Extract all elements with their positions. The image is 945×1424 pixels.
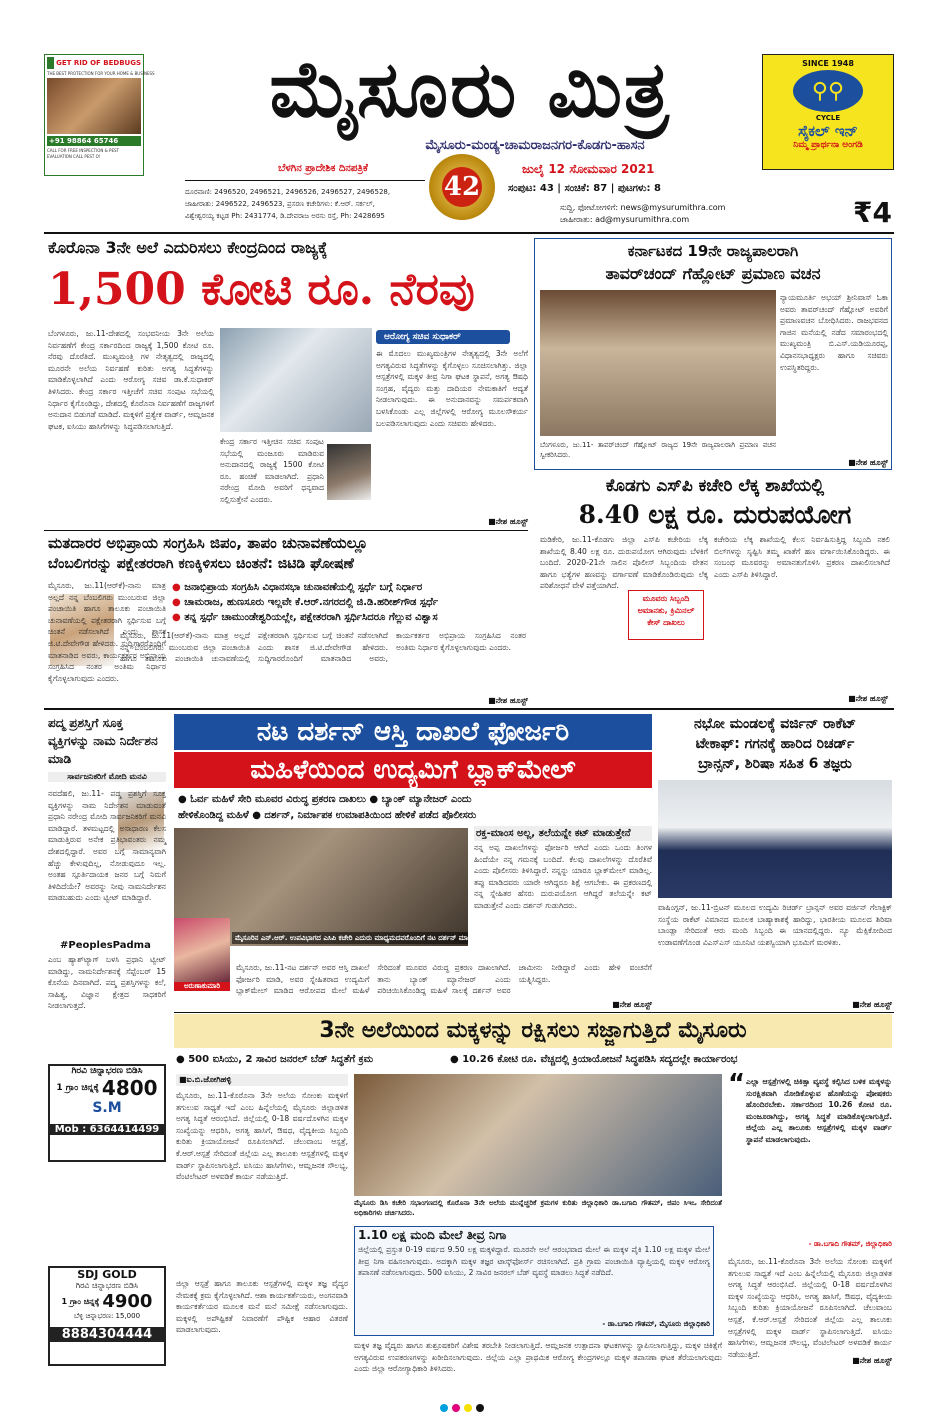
cycle-ad-brand: ಸೈಕಲ್ ಇನ್ [798,122,858,140]
politics-bullet-3: ● ತನ್ನ ಸ್ಪರ್ಧೆ ಚಾಮುಂಡೇಶ್ವರಿಯಲ್ಲೇ, ಪಕ್ಷೇತರರಾಗಿ ಸ್ಪರ್ಧಿಸಿದರೂ ಗೆಲ್ಲುವ ವಿಶ್ವಾಸ [172,612,438,623]
darshan-bullet-2: ಹೇಳಿಕೊಂಡಿದ್ದ ಮಹಿಳೆ ● ದರ್ಶನ್, ನಿರ್ಮಾಪಕ ಉಮಾಪತಿಯಿಂದ ಹೇಳಿಕೆ ಪಡೆದ ಪೊಲೀಸರು [178,810,477,821]
inset-label: ಅರುಣಾಕುಮಾರಿ [174,982,230,991]
space-headline-3[interactable]: ಬ್ರಾನ್ಸನ್, ಶಿರಿಷಾ ಸಹಿತ 6 ತಜ್ಞರು [698,756,852,772]
darshan-photo-caption: ಮೈಸೂರಿನ ಎನ್.ಆರ್. ಉಪವಿಭಾಗದ ಎಸಿಪಿ ಕಚೇರಿ ಎದುರು ಮಾಧ್ಯಮದವರೊಂದಿಗೆ ನಟ ದರ್ಶನ್ ಮಾತನಾಡಿದರು. [232,932,468,944]
reg-cyan-icon [440,1404,448,1412]
space-headline-2[interactable]: ಟೇಕಾಫ್: ಗಗನಕ್ಕೆ ಹಾರಿದ ರಿಚರ್ಡ್ [695,736,855,752]
bicycle-icon: ⚲⚲ [811,78,845,104]
third-wave-box-body: ಜಿಲ್ಲೆಯಲ್ಲಿ ಪ್ರಸ್ತುತ 0-19 ವರ್ಷದ 9.50 ಲಕ್ಷ ಮಕ್ಕಳಿದ್ದಾರೆ. ಮೂರನೇ ಅಲೆ ಆರಂಭವಾದ ಮೇಲೆ ಈ ಮಕ್ಕಳ ಪೈಕಿ 1.10 ಲಕ್ಷ ಮಕ್ಕಳ ಮೇಲೆ ತೀವ್ರ ನಿಗಾ ವಹಿಸಲಾಗುವುದು. ಅದಕ್ಕಾಗಿ ಮಕ್ಕಳ ತಜ್ಞರ ಟಾಸ್ಕ್‌ಫೋರ್ಸ್ ರಚಿಸಲಾಗಿದೆ. ಪ್ರತಿ ಗ್ರಾಮ ಪಂಚಾಯಿತಿ ವ್ಯಾಪ್ತಿಯಲ್ಲಿ ಮಕ್ಕಳ ಆರೋಗ್ಯ ತಪಾಸಣೆ ನಡೆಸಲಾಗುವುದು. 500 ಐಸಿಯು, 2 ಸಾವಿರ ಜನರಲ್ ಬೆಡ್ ವ್ಯವಸ್ಥೆ ಮಾಡಲು ಸಿದ್ಧತೆ ನಡೆದಿದೆ. [358,1245,710,1278]
third-wave-body-2: ಜಿಲ್ಲಾ ಆಸ್ಪತ್ರೆ ಹಾಗೂ ತಾಲೂಕು ಆಸ್ಪತ್ರೆಗಳಲ್ಲಿ ಮಕ್ಕಳ ತಜ್ಞ ವೈದ್ಯರ ನೇಮಕಕ್ಕೆ ಕ್ರಮ ಕೈಗೊಳ್ಳಲಾಗಿದೆ. ಆಶಾ ಕಾರ್ಯಕರ್ತೆಯರು, ಅಂಗನವಾಡಿ ಕಾರ್ಯಕರ್ತೆಯರ ಮೂಲಕ ಮನೆ ಮನೆ ಸಮೀಕ್ಷೆ ನಡೆಸಲಾಗುವುದು. ಮಕ್ಕಳಲ್ಲಿ ಅಪೌಷ್ಟಿಕತೆ ನಿವಾರಣೆಗೆ ಪೌಷ್ಟಿಕ ಆಹಾರ ವಿತರಣೆ ಮಾಡಲಾಗುವುದು. [176,1279,348,1335]
page-count: ಪುಟಗಳು: 8 [617,183,661,194]
kodagu-author: ■ನೇಶ ಹೂಸ್ಟ್ [848,694,888,703]
third-wave-bullet-2: ● 10.26 ಕೋಟಿ ರೂ. ವೆಚ್ಚದಲ್ಲಿ ಕ್ರಿಯಾಯೋಜನೆ ಸಿದ್ಧಪಡಿಸಿ ಸದ್ಯದಲ್ಲೇ ಕಾರ್ಯಾರಂಭ [450,1054,738,1065]
gold-ad-1-price-row [50,1076,164,1100]
gold-ad-2[interactable] [48,1266,166,1366]
kodagu-box-text: ಮೂವರು ಸಿಬ್ಬಂದಿ ಅಮಾನತು, ಕ್ರಿಮಿನಲ್ ಕೇಸ್ ದಾಖಲು [637,594,695,627]
kodagu-kicker[interactable]: ಕೊಡಗು ಎಸ್‌ಪಿ ಕಚೇರಿ ಲೆಕ್ಕ ಶಾಖೆಯಲ್ಲಿ [605,476,825,496]
politics-bullet-1: ● ಜನಾಭಿಪ್ರಾಯ ಸಂಗ್ರಹಿಸಿ ವಿಧಾನಸಭಾ ಚುನಾವಣೆಯಲ್ಲಿ ಸ್ಪರ್ಧೆ ಬಗ್ಗೆ ನಿರ್ಧಾರ [172,582,423,593]
third-wave-quote: ಎಲ್ಲಾ ಆಸ್ಪತ್ರೆಗಳಲ್ಲಿ ಚಿಕಿತ್ಸಾ ವ್ಯವಸ್ಥೆ ಕಲ್ಪಿಸಿದ ಬಳಿಕ ಮಕ್ಕಳನ್ನು ಸುರಕ್ಷಿತವಾಗಿ ನೋಡಿಕೊಳ್ಳುವ ಹೊಣೆಯನ್ನು ಪೋಷಕರು ಹೊಂದಿರಬೇಕು. ಸರ್ಕಾರದಿಂದ 10.26 ಕೋಟಿ ರೂ. ಮಂಜೂರಾಗಿದ್ದು, ಅಗತ್ಯ ಸಿದ್ಧತೆ ಮಾಡಿಕೊಳ್ಳಲಾಗುತ್ತಿದೆ. ಜಿಲ್ಲೆಯ ಎಲ್ಲ ತಾಲೂಕು ಆಸ್ಪತ್ರೆಗಳಲ್ಲಿ ಮಕ್ಕಳ ವಾರ್ಡ್ ಸ್ಥಾಪನೆ ಮಾಡಲಾಗುವುದು. [746,1077,892,1144]
hospital-ward-photo [220,328,372,432]
phone-line-1: ದೂರವಾಣಿ: 2496520, 2496521, 2496526, 2496527, 2496528, [185,188,391,196]
masthead-title: ಮೈಸೂರು ಮಿತ್ರ [269,44,671,135]
darshan-author: ■ನೇಶ ಹೂಸ್ಟ್ [612,1000,652,1009]
governor-kicker[interactable]: ಕರ್ನಾಟಕದ 19ನೇ ರಾಜ್ಯಪಾಲರಾಗಿ [627,242,799,260]
gold-ad-2-brand: SDJ GOLD [77,1268,137,1281]
ad-logo [47,57,54,69]
registration-marks [440,1404,504,1414]
darshan-headline-1[interactable]: ನಟ ದರ್ಶನ್ ಆಸ್ತಿ ದಾಖಲೆ ಫೋರ್ಜರಿ [256,717,570,747]
gold-ad-2-phone: 8884304444 [50,1327,164,1342]
politics-rule [44,530,528,531]
ad-footer: CALL FOR FREE INSPECTION & PEST EVALUATION CALL PEST O! [47,148,119,159]
ad-phone: +91 98864 65746 [47,136,141,146]
gold-ad-1-price: 4800 [101,1076,158,1100]
darshan-quote-body: ನನ್ನ ಅಪ್ಪ ದಾಖಲೆಗಳನ್ನು ಫೋರ್ಜರಿ ಆಗಿದೆ ಎಂದು ಒಂದು ತಿಂಗಳ ಹಿಂದೆಯೇ ನನ್ನ ಗಮನಕ್ಕೆ ಬಂದಿದೆ. ಕೆಲವು ದಾಖಲೆಗಳನ್ನು ದೊರೆತಿವೆ ಎಂದು ಪೊಲೀಸರು ತಿಳಿಸಿದ್ದಾರೆ. ನನ್ನನ್ನು ಯಾರೂ ಬ್ಲಾಕ್‌ಮೇಲ್ ಮಾಡಿಲ್ಲ. ತಪ್ಪು ಮಾಡಿದವರು ಯಾರೇ ಆಗಿದ್ದರೂ ಶಿಕ್ಷೆ ಆಗಬೇಕು. ಈ ಪ್ರಕರಣದಲ್ಲಿ ನನ್ನ ಸ್ನೇಹಿತರ ಹೆಸರು ದುರುಪಯೋಗ ಆಗಿದ್ದರೆ ತಲೆಯನ್ನೇ ಕಟ್ ಮಾಡುತ್ತೇನೆ ಎಂದು ದರ್ಶನ್ ಗುಡುಗಿದರು. [474,843,652,910]
masthead-rule [185,180,425,181]
lead-author: ■ನೇಶ ಹೂಸ್ಟ್ [488,517,528,526]
governor-body: ನ್ಯಾಯಮೂರ್ತಿ ಅಭಯ್ ಶ್ರೀನಿವಾಸ್ ಓಕಾ ಅವರು ತಾವರ್‌ಚಂದ್ ಗೆಹ್ಲೋಟ್ ಅವರಿಗೆ ಪ್ರಮಾಣವಚನ ಬೋಧಿಸಿದರು. ರಾಜಭವನದ ಗಾಜಿನ ಮನೆಯಲ್ಲಿ ನಡೆದ ಸಮಾರಂಭದಲ್ಲಿ ಮುಖ್ಯಮಂತ್ರಿ ಬಿ.ಎಸ್.ಯಡಿಯೂರಪ್ಪ, ವಿಧಾನಸಭಾಧ್ಯಕ್ಷರು ಹಾಗೂ ಸಚಿವರು ಉಪಸ್ಥಿತರಿದ್ದರು. [780,293,888,372]
cycle-ad[interactable] [762,54,894,170]
darshan-quote-head: ರಕ್ತ-ಮಾಂಸ ಅಲ್ಲ, ತಲೆಯನ್ನೇ ಕಟ್ ಮಾಡುತ್ತೇನೆ [474,826,652,841]
gold-ad-1-price-label: 1 ಗ್ರಾಂ ಚಿನ್ನಕ್ಕೆ [56,1083,99,1093]
gold-ad-2-price: 4900 [102,1291,153,1312]
reg-yellow-icon [464,1404,472,1412]
gold-ad-2-price-row [50,1291,164,1312]
lead-headline[interactable]: 1,500 ಕೋಟಿ ರೂ. ನೆರವು [48,264,475,315]
third-wave-box-head: 1.10 ಲಕ್ಷ ಮಂದಿ ಮೇಲೆ ತೀವ್ರ ನಿಗಾ [358,1228,507,1242]
space-headline-1[interactable]: ನಭೋ ಮಂಡಲಕ್ಕೆ ವರ್ಜಿನ್ ರಾಕೆಟ್ [693,716,857,732]
lead-box-label: ಆರೋಗ್ಯ ಸಚಿವ ಸುಧಾಕರ್ [376,330,510,344]
masthead-subtitle: ಮೈಸೂರು-ಮಂಡ್ಯ-ಚಾಮರಾಜನಗರ-ಕೊಡಗು-ಹಾಸನ [425,138,645,153]
politics-headline-1[interactable]: ಮತದಾರರ ಅಭಿಪ್ರಾಯ ಸಂಗ್ರಹಿಸಿ ಜಿಪಂ, ತಾಪಂ ಚುನಾವಣೆಯಲ್ಲೂ [48,534,368,552]
masthead-bottom-rule [44,232,894,234]
padma-body-2: ಎಂಬ ಹ್ಯಾಶ್‌ಟ್ಯಾಗ್ ಬಳಸಿ ಪ್ರಧಾನಿ ಟ್ವೀಟ್ ಮಾಡಿದ್ದು, ನಾಮನಿರ್ದೇಶನಕ್ಕೆ ಸೆಪ್ಟೆಂಬರ್ 15 ಕೊನೆಯ ದಿನವಾಗಿದೆ. ಪದ್ಮ ಪ್ರಶಸ್ತಿಗಳನ್ನು ಕಲೆ, ಸಾಹಿತ್ಯ, ವಿಜ್ಞಾನ ಕ್ಷೇತ್ರದ ಸಾಧಕರಿಗೆ ನೀಡಲಾಗುತ್ತದೆ. [48,955,166,1011]
kodagu-body-2: ಕಚೇರಿಯ ಲೆಕ್ಕ ಶಾಖೆಯಲ್ಲಿ ಕೆಲಸ ನಿರ್ವಹಿಸುತ್ತಿದ್ದ ಸಿಬ್ಬಂದಿ ನಕಲಿ ಬಿಲ್‌ಗಳನ್ನು ಸೃಷ್ಟಿಸಿ ತಮ್ಮ ಖಾತೆಗೆ ಹಣ ವರ್ಗಾಯಿಸಿಕೊಂಡಿದ್ದರು. ಈ ಸಂಬಂಧ ಮೂವರನ್ನು ಅಮಾನತುಗೊಳಿಸಿ ಪ್ರಕರಣ ದಾಖಲಿಸಲಾಗಿದೆ ಎಂದು ಎಸ್‌ಪಿ ತಿಳಿಸಿದ್ದಾರೆ. [714,535,890,579]
volume: ಸಂಪುಟ: 43 [508,183,554,194]
padma-headline[interactable]: ಪದ್ಮ ಪ್ರಶಸ್ತಿಗೆ ಸೂಕ್ತ ವ್ಯಕ್ತಿಗಳನ್ನು ನಾಮ ನಿರ್ದೇಶನ ಮಾಡಿ [48,716,158,766]
gold-ad-2-price-label: 1 ಗ್ರಾಂ ಚಿನ್ನಕ್ಕೆ [61,1296,100,1306]
phone-line-2: ಜಾಹೀರಾತು: 2496522, 2496523, ಪ್ರಸರಣ ಕಚೇರಿಗಳು: ಕೆ.ಆರ್. ಸರ್ಕಲ್, [185,200,375,208]
governor-caption: ಬೆಂಗಳೂರು, ಜು.11- ತಾವರ್‌ಚಂದ್ ಗೆಹ್ಲೋಟ್ ರಾಜ್ಯದ 19ನೇ ರಾಜ್ಯಪಾಲರಾಗಿ ಪ್ರಮಾಣ ವಚನ ಸ್ವೀಕರಿಸಿದರು. [540,441,776,459]
dc-meeting-photo [354,1074,722,1196]
kodagu-headline[interactable]: 8.40 ಲಕ್ಷ ರೂ. ದುರುಪಯೋಗ [578,500,852,529]
cycle-ad-tagline: ನಿಮ್ಮ ಪ್ರಾರ್ಥನಾ ಅಂಗಡಿ [793,140,863,150]
space-author: ■ನೇಶ ಹೂಸ್ಟ್ [852,1000,892,1009]
lead-body-1: ಬೆಂಗಳೂರು, ಜು.11-ದೇಶದಲ್ಲಿ ಸಂಭವನೀಯ 3ನೇ ಅಲೆಯ ನಿರ್ವಹಣೆಗೆ ಕೇಂದ್ರ ಸರ್ಕಾರದಿಂದ ರಾಜ್ಯಕ್ಕೆ 1,500 ಕೋಟಿ ರೂ. ನೆರವು ದೊರೆತಿದೆ. ಮುಖ್ಯಮಂತ್ರಿ ಗಳ ನೇತೃತ್ವದಲ್ಲಿ ರಾಜ್ಯದಲ್ಲಿ ಮೂರನೇ ಅಲೆಯ ನಿರ್ವಹಣೆ ಕುರಿತು ಅಗತ್ಯ ಸಿದ್ಧತೆಗಳನ್ನು ಮಾಡಿಕೊಳ್ಳಲಾಗಿದೆ ಎಂದು ಆರೋಗ್ಯ ಸಚಿವ ಡಾ.ಕೆ.ಸುಧಾಕರ್ ತಿಳಿಸಿದರು. ಕೇಂದ್ರ ಸರ್ಕಾರ ಇತ್ತೀಚೆಗೆ ಸಚಿವ ಸಂಪುಟ ಸಭೆಯಲ್ಲಿ ನಿರ್ಧಾರ ಕೈಗೊಂಡಿದ್ದು, ದೇಶದಲ್ಲಿ ಕೊರೊನಾ ನಿರ್ವಹಣೆಗೆ ರಾಜ್ಯಗಳಿಗೆ ಅನುದಾನ ಬಿಡುಗಡೆ ಮಾಡಿದೆ. ಮಕ್ಕಳಿಗೆ ಪ್ರತ್ಯೇಕ ವಾರ್ಡ್, ಆಮ್ಲಜನಕ ಘಟಕ, ಐಸಿಯು ಹಾಸಿಗೆಗಳನ್ನು ಸಿದ್ಧಪಡಿಸಲಾಗುತ್ತಿದೆ. [48,329,214,431]
sudhakar-photo [327,444,371,500]
section-rule-2 [174,1012,894,1013]
virgin-crew-photo [658,780,892,898]
third-wave-headline[interactable]: 3ನೇ ಅಲೆಯಿಂದ ಮಕ್ಕಳನ್ನು ರಕ್ಷಿಸಲು ಸಜ್ಜಾಗುತ್ತಿದೆ ಮೈಸೂರು [319,1018,747,1043]
issue-meta: ಸಂಪುಟ: 43 | ಸಂಚಿಕೆ: 87 | ಪುಟಗಳು: 8 [508,183,661,194]
gold-ad-2-note: ಬೆಳ್ಳಿ ಚಿನ್ನಾಭರಣ: 15,000 [73,1312,141,1320]
price: ₹4 [853,196,892,229]
padma-hashtag[interactable]: #PeoplesPadma [60,940,151,951]
tagline: ಬೆಳಗಿನ ಪ್ರಾದೇಶಿಕ ದಿನಪತ್ರಿಕೆ [278,163,368,174]
governor-headline[interactable]: ತಾವರ್‌ಚಂದ್ ಗೆಹ್ಲೋಟ್ ಪ್ರಮಾಣ ವಚನ [605,264,821,283]
space-body: ವಾಷಿಂಗ್ಟನ್, ಜು.11-ಬ್ರಿಟನ್ ಮೂಲದ ಉದ್ಯಮಿ ರಿಚರ್ಡ್ ಬ್ರಾನ್ಸನ್ ಅವರ ವರ್ಜಿನ್ ಗೆಲಾಕ್ಟಿಕ್ ಸಂಸ್ಥೆಯ ರಾಕೆಟ್ ವಿಮಾನದ ಮೂಲಕ ಬಾಹ್ಯಾಕಾಶಕ್ಕೆ ಹಾರಿದ್ದು, ಭಾರತೀಯ ಮೂಲದ ಶಿರಿಷಾ ಬಾಂಡ್ಲಾ ಸೇರಿದಂತೆ ಆರು ಮಂದಿ ಸಿಬ್ಬಂದಿ ಈ ಯಾನದಲ್ಲಿದ್ದರು. ನ್ಯೂ ಮೆಕ್ಸಿಕೋದಿಂದ ಉಡಾವಣೆಗೊಂಡ ವಿಎಸ್‌ಎಸ್ ಯೂನಿಟಿ ಯಶಸ್ವಿಯಾಗಿ ಭೂಮಿಗೆ ಮರಳಿತು. [658,903,892,947]
third-wave-bullet-1: ● 500 ಐಸಿಯು, 2 ಸಾವಿರ ಜನರಲ್ ಬೆಡ್ ಸಿದ್ಧತೆಗೆ ಕ್ರಮ [176,1054,374,1065]
padma-sub: ಸಾರ್ವಜನಿಕರಿಗೆ ಮೋದಿ ಮನವಿ [48,772,166,782]
kodagu-body-1: ಮಡಿಕೇರಿ, ಜು.11-ಕೊಡಗು ಜಿಲ್ಲಾ ಎಸ್‌ಪಿ ಕಚೇರಿಯ ಲೆಕ್ಕ ಶಾಖೆಯಲ್ಲಿ 8.40 ಲಕ್ಷ ರೂ. ದುರುಪಯೋಗ ಆಗಿರುವುದು ಬೆಳಕಿಗೆ ಬಂದಿದೆ. 2020-21ನೇ ಸಾಲಿನ ಪೊಲೀಸ್ ಸಿಬ್ಬಂದಿಯ ವೇತನ ಹಾಗೂ ಭತ್ಯೆಗಳ ಹಣವನ್ನು ವರ್ಗಾವಣೆ ಮಾಡಿಕೊಂಡಿರುವುದು ಲೆಕ್ಕ ಪರಿಶೋಧನೆ ವೇಳೆ ಪತ್ತೆಯಾಗಿದೆ. [540,535,708,591]
lead-body-2: ಕೇಂದ್ರ ಸರ್ಕಾರ ಇತ್ತೀಚಿನ ಸಚಿವ ಸಂಪುಟ ಸಭೆಯಲ್ಲಿ ಮಂಜೂರು ಮಾಡಿರುವ ಅನುದಾನದಲ್ಲಿ ರಾಜ್ಯಕ್ಕೆ 1500 ಕೋಟಿ ರೂ. ಹಂಚಿಕೆ ಮಾಡಲಾಗಿದೆ. ಪ್ರಧಾನಿ ನರೇಂದ್ರ ಮೋದಿ ಅವರಿಗೆ ಧನ್ಯವಾದ ಸಲ್ಲಿಸುತ್ತೇನೆ ಎಂದರು. [220,437,324,504]
phone-line-3: ವಿಶ್ವೇಶ್ವರಯ್ಯ ಕಟ್ಟಡ Ph: 2431774, ಡಿ.ದೇವರಾಜ ಅರಸು ರಸ್ತೆ, Ph: 2428695 [185,212,385,220]
third-wave-box-author: - ಡಾ.ಬಗಾದಿ ಗೌತಮ್, ಮೈಸೂರು ಜಿಲ್ಲಾಧಿಕಾರಿ [602,1320,710,1328]
cycle-ad-logo [793,70,863,112]
politics-bullets [172,580,528,625]
third-wave-photo-caption: ಮೈಸೂರು ಡಿಸಿ ಕಚೇರಿ ಸಭಾಂಗಣದಲ್ಲಿ ಕೊರೊನಾ 3ನೇ ಅಲೆಯ ಮುನ್ನೆಚ್ಚರಿಕೆ ಕ್ರಮಗಳ ಕುರಿತು ಜಿಲ್ಲಾಧಿಕಾರಿ ಡಾ.ಬಗಾದಿ ಗೌತಮ್, ಜಿಪಂ ಸಿಇಒ ಸೇರಿದಂತೆ ಅಧಿಕಾರಿಗಳು ಚರ್ಚಿಸಿದರು. [354,1199,722,1217]
gold-ad-1-mobile: Mob : 6364414499 [50,1124,164,1135]
gold-ad-1[interactable] [48,1064,166,1162]
governor-author: ■ನೇಶ ಹೂಸ್ಟ್ [848,458,888,467]
cycle-ad-label: CYCLE [815,114,841,122]
darshan-bullet-1: ● ಓರ್ವ ಮಹಿಳೆ ಸೇರಿ ಮೂವರ ವಿರುದ್ಧ ಪ್ರಕರಣ ದಾಖಲು ● ಬ್ಯಾಂಕ್ ಮ್ಯಾನೇಜರ್ ಎಂದು [178,794,472,805]
gold-ad-1-brand: S.M [92,1100,122,1116]
ad-headline: GET RID OF BEDBUGS [56,59,141,67]
anniversary-number: 42 [442,167,482,207]
reg-black-icon [476,1404,484,1412]
news-email[interactable]: ಸುದ್ದಿ, ಫೋಟೋಗಳಿಗೆ: news@mysurumithra.com [560,203,726,212]
third-wave-body: ಮೈಸೂರು, ಜು.11-ಕೊರೊನಾ 3ನೇ ಅಲೆಯ ಸೋಂಕು ಮಕ್ಕಳಿಗೆ ತಗುಲುವ ಸಾಧ್ಯತೆ ಇದೆ ಎಂಬ ಹಿನ್ನೆಲೆಯಲ್ಲಿ ಮೈಸೂರು ಜಿಲ್ಲಾಡಳಿತ ಅಗತ್ಯ ಸಿದ್ಧತೆ ಆರಂಭಿಸಿದೆ. ಜಿಲ್ಲೆಯಲ್ಲಿ 0-18 ವರ್ಷದೊಳಗಿನ ಮಕ್ಕಳ ಸಂಖ್ಯೆಯನ್ನು ಆಧರಿಸಿ, ಅಗತ್ಯ ಹಾಸಿಗೆ, ಔಷಧ, ವೈದ್ಯಕೀಯ ಸಿಬ್ಬಂದಿ ಕುರಿತು ಕ್ರಿಯಾಯೋಜನೆ ರೂಪಿಸಲಾಗಿದೆ. ಚೆಲುವಾಂಬ ಆಸ್ಪತ್ರೆ, ಕೆ.ಆರ್.ಆಸ್ಪತ್ರೆ ಸೇರಿದಂತೆ ಜಿಲ್ಲೆಯ ಎಲ್ಲ ತಾಲೂಕು ಆಸ್ಪತ್ರೆಗಳಲ್ಲಿ ಮಕ್ಕಳ ವಾರ್ಡ್ ಸ್ಥಾಪಿಸಲಾಗುತ್ತಿದೆ. ಐಸಿಯು ಹಾಸಿಗೆಗಳು, ಆಮ್ಲಜನಕ ಸೌಲಭ್ಯ, ವೆಂಟಿಲೇಟರ್ ಅಳವಡಿಕೆ ಕಾರ್ಯ ನಡೆಯುತ್ತಿದೆ. [176,1091,348,1182]
padma-body: ನವದೆಹಲಿ, ಜು.11- ಪದ್ಮ ಪ್ರಶಸ್ತಿಗೆ ಸೂಕ್ತ ವ್ಯಕ್ತಿಗಳನ್ನು ನಾಮ ನಿರ್ದೇಶನ ಮಾಡುವಂತೆ ಪ್ರಧಾನಿ ನರೇಂದ್ರ ಮೋದಿ ಸಾರ್ವಜನಿಕರಿಗೆ ಮನವಿ ಮಾಡಿದ್ದಾರೆ. ತಳಮಟ್ಟದಲ್ಲಿ ಅಸಾಧಾರಣ ಕೆಲಸ ಮಾಡುತ್ತಿರುವ ಅನೇಕ ಪ್ರತಿಭಾವಂತರು ನಮ್ಮ ದೇಶದಲ್ಲಿದ್ದಾರೆ. ಅವರ ಬಗ್ಗೆ ಸಾಮಾನ್ಯವಾಗಿ ಹೆಚ್ಚು ಕೇಳುವುದಿಲ್ಲ, ನೋಡುವುದೂ ಇಲ್ಲ. ಅಂತಹ ಸ್ಪೂರ್ತಿದಾಯಕ ಜನರ ಬಗ್ಗೆ ನಿಮಗೆ ತಿಳಿದಿದೆಯೇ? ಅವರನ್ನು ನೀವು ನಾಮನಿರ್ದೇಶನ ಮಾಡಬಹುದು ಎಂದು ಟ್ವೀಟ್ ಮಾಡಿದ್ದಾರೆ. [48,789,166,903]
third-wave-byline: ■ಐ.ಬಿ.ಜೋಗಿಹಳ್ಳಿ [176,1074,348,1086]
ad-email[interactable]: ಜಾಹೀರಾತು: ad@mysurumithra.com [560,215,690,224]
gold-ad-2-title: ಗಿರವಿ ಚಿನ್ನಾಭರಣ ಬಿಡಿಸಿ [75,1281,139,1290]
ad-photo [47,78,141,134]
politics-body-a: ಮೈಸೂರು, ಜು.11(ಆರ್‌ಕೆ)-ನಾನು ಮಾತ್ರ ಅಲ್ಲದೆ ನನ್ನ ಬೆಂಬಲಿಗರು ಮುಂಬರುವ ಜಿಲ್ಲಾ ಪಂಚಾಯಿತಿ ಹಾಗೂ ತಾಲೂಕು ಪಂಚಾಯಿತಿ ಚುನಾವಣೆಯಲ್ಲಿ ಪಕ್ಷೇತರರಾಗಿ ಸ್ಪರ್ಧಿಸುವ ಬಗ್ಗೆ ಚಿಂತನೆ ನಡೆಸಲಾಗಿದೆ ಎಂದು ಶಾಸಕ ಜಿ.ಟಿ.ದೇವೇಗೌಡ ಹೇಳಿದರು. ಸುದ್ದಿಗಾರರೊಂದಿಗೆ ಮಾತನಾಡಿದ ಅವರು, ಕಾರ್ಯಕರ್ತರ ಅಭಿಪ್ರಾಯ ಸಂಗ್ರಹಿಸಿದ ನಂತರ ಅಂತಿಮ ನಿರ್ಧಾರ ಕೈಗೊಳ್ಳಲಾಗುವುದು ಎಂದರು. [48,581,166,683]
swearing-in-photo [540,290,776,436]
quote-icon: “ [728,1069,746,1099]
third-wave-author: ■ನೇಶ ಹೂಸ್ಟ್ [852,1356,892,1365]
darshan-headline-2[interactable]: ಮಹಿಳೆಯಿಂದ ಉದ್ಯಮಿಗೆ ಬ್ಲಾಕ್‌ಮೇಲ್ [250,755,576,785]
third-wave-quote-author: - ಡಾ.ಬಗಾದಿ ಗೌತಮ್, ಜಿಲ್ಲಾಧಿಕಾರಿ [808,1240,892,1248]
section-rule-1 [44,708,894,710]
politics-headline-2[interactable]: ಬೆಂಬಲಿಗರನ್ನು ಪಕ್ಷೇತರರಾಗಿ ಕಣಕ್ಕಿಳಿಸಲು ಚಿಂತನೆ: ಜಿಟಿಡಿ ಘೋಷಣೆ [48,556,354,572]
anniversary-badge [429,154,495,220]
ad-sub: THE BEST PROTECTION FOR YOUR HOME & BUSINESS [47,71,155,76]
darshan-body: ಮೈಸೂರು, ಜು.11-ನಟ ದರ್ಶನ್ ಅವರ ಆಸ್ತಿ ದಾಖಲೆ ಫೋರ್ಜರಿ ಮಾಡಿ, ಅವರ ಸ್ನೇಹಿತರಾದ ಉದ್ಯಮಿಗೆ ಬ್ಲಾಕ್‌ಮೇಲ್ ಮಾಡಿದ ಆರೋಪದ ಮೇಲೆ ಮಹಿಳೆ ಸೇರಿದಂತೆ ಮೂವರ ವಿರುದ್ಧ ಪ್ರಕರಣ ದಾಖಲಾಗಿದೆ. ತಾನು ಬ್ಯಾಂಕ್ ಮ್ಯಾನೇಜರ್ ಎಂದು ಪರಿಚಯಿಸಿಕೊಂಡಿದ್ದ ಮಹಿಳೆ ಸಾಲಕ್ಕೆ ದರ್ಶನ್ ಅವರ ಜಾಮೀನು ನೀಡಿದ್ದಾರೆ ಎಂದು ಹೇಳಿ ವಂಚನೆಗೆ ಯತ್ನಿಸಿದ್ದರು. [236,963,652,996]
gold-ad-1-title: ಗಿರವಿ ಚಿನ್ನಾಭರಣ ಬಿಡಿಸಿ [71,1066,143,1076]
reg-magenta-icon [452,1404,460,1412]
contact-emails [560,202,780,226]
phone-lines [185,186,430,222]
bedbug-ad[interactable] [44,54,155,176]
politics-body: ಮೈಸೂರು, ಜು.11(ಆರ್‌ಕೆ)-ನಾನು ಮಾತ್ರ ಅಲ್ಲದೆ ನನ್ನ ಬೆಂಬಲಿಗರು ಮುಂಬರುವ ಜಿಲ್ಲಾ ಪಂಚಾಯಿತಿ ಹಾಗೂ ತಾಲೂಕು ಪಂಚಾಯಿತಿ ಚುನಾವಣೆಯಲ್ಲಿ ಪಕ್ಷೇತರರಾಗಿ ಸ್ಪರ್ಧಿಸುವ ಬಗ್ಗೆ ಚಿಂತನೆ ನಡೆಸಲಾಗಿದೆ ಎಂದು ಶಾಸಕ ಜಿ.ಟಿ.ದೇವೇಗೌಡ ಹೇಳಿದರು. ಸುದ್ದಿಗಾರರೊಂದಿಗೆ ಮಾತನಾಡಿದ ಅವರು, ಕಾರ್ಯಕರ್ತರ ಅಭಿಪ್ರಾಯ ಸಂಗ್ರಹಿಸಿದ ನಂತರ ಅಂತಿಮ ನಿರ್ಧಾರ ಕೈಗೊಳ್ಳಲಾಗುವುದು ಎಂದರು. [120,631,526,664]
kodagu-box [628,590,704,640]
lead-kicker[interactable]: ಕೊರೊನಾ 3ನೇ ಅಲೆ ಎದುರಿಸಲು ಕೇಂದ್ರದಿಂದ ರಾಜ್ಯಕ್ಕೆ [48,238,328,257]
third-wave-body-3: ಮಕ್ಕಳ ತಜ್ಞ ವೈದ್ಯರು ಹಾಗೂ ಶುಶ್ರೂಷಕರಿಗೆ ವಿಶೇಷ ತರಬೇತಿ ನೀಡಲಾಗುತ್ತಿದೆ. ಆಮ್ಲಜನಕ ಉತ್ಪಾದನಾ ಘಟಕಗಳನ್ನು ಸ್ಥಾಪಿಸಲಾಗುತ್ತಿದ್ದು, ಮಕ್ಕಳ ಚಿಕಿತ್ಸೆಗೆ ಅಗತ್ಯವಿರುವ ಉಪಕರಣಗಳನ್ನು ಖರೀದಿಸಲಾಗುವುದು. ಜಿಲ್ಲೆಯ ಎಲ್ಲಾ ಪ್ರಾಥಮಿಕ ಆರೋಗ್ಯ ಕೇಂದ್ರಗಳಲ್ಲೂ ಮಕ್ಕಳ ತಪಾಸಣಾ ಘಟಕ ತೆರೆಯಲಾಗುವುದು ಎಂದು ಜಿಲ್ಲಾ ಆರೋಗ್ಯಾಧಿಕಾರಿ ತಿಳಿಸಿದರು. [354,1341,722,1374]
issue-number: ಸಂಚಿಕೆ: 87 [564,183,608,194]
aruna-kumari-photo [174,918,230,982]
lead-body-3: ಈ ಮೊದಲು ಮುಖ್ಯಮಂತ್ರಿಗಳ ನೇತೃತ್ವದಲ್ಲಿ 3ನೇ ಅಲೆಗೆ ಅಗತ್ಯವಿರುವ ಸಿದ್ಧತೆಗಳನ್ನು ಕೈಗೊಳ್ಳಲು ಸೂಚಿಸಲಾಗಿತ್ತು. ಜಿಲ್ಲಾ ಆಸ್ಪತ್ರೆಗಳಲ್ಲಿ ಮಕ್ಕಳ ತೀವ್ರ ನಿಗಾ ಘಟಕ ಸ್ಥಾಪನೆ, ಅಗತ್ಯ ಔಷಧಿ ಸಂಗ್ರಹ, ವೈದ್ಯರು ಮತ್ತು ದಾದಿಯರ ನೇಮಕಾತಿಗೆ ಆದ್ಯತೆ ನೀಡಲಾಗುವುದು. ಈ ಅನುದಾನವನ್ನು ಸಮರ್ಪಕವಾಗಿ ಬಳಸಿಕೊಂಡು ಎಲ್ಲ ಜಿಲ್ಲೆಗಳಲ್ಲಿ ಆರೋಗ್ಯ ಮೂಲಸೌಕರ್ಯ ಬಲಪಡಿಸಲಾಗುವುದು ಎಂದು ಸಚಿವರು ಹೇಳಿದರು. [376,349,528,428]
politics-bullet-2: ● ಚಾಮರಾಜ, ಹುಣಸೂರು ಇಲ್ಲವೇ ಕೆ.ಆರ್.ನಗರದಲ್ಲಿ ಜಿ.ಡಿ.ಹರೀಶ್‌ಗೌಡ ಸ್ಪರ್ಧೆ [172,597,439,608]
third-wave-body-4: ಮೈಸೂರು, ಜು.11-ಕೊರೊನಾ 3ನೇ ಅಲೆಯ ಸೋಂಕು ಮಕ್ಕಳಿಗೆ ತಗುಲುವ ಸಾಧ್ಯತೆ ಇದೆ ಎಂಬ ಹಿನ್ನೆಲೆಯಲ್ಲಿ ಮೈಸೂರು ಜಿಲ್ಲಾಡಳಿತ ಅಗತ್ಯ ಸಿದ್ಧತೆ ಆರಂಭಿಸಿದೆ. ಜಿಲ್ಲೆಯಲ್ಲಿ 0-18 ವರ್ಷದೊಳಗಿನ ಮಕ್ಕಳ ಸಂಖ್ಯೆಯನ್ನು ಆಧರಿಸಿ, ಅಗತ್ಯ ಹಾಸಿಗೆ, ಔಷಧ, ವೈದ್ಯಕೀಯ ಸಿಬ್ಬಂದಿ ಕುರಿತು ಕ್ರಿಯಾಯೋಜನೆ ರೂಪಿಸಲಾಗಿದೆ. ಚೆಲುವಾಂಬ ಆಸ್ಪತ್ರೆ, ಕೆ.ಆರ್.ಆಸ್ಪತ್ರೆ ಸೇರಿದಂತೆ ಜಿಲ್ಲೆಯ ಎಲ್ಲ ತಾಲೂಕು ಆಸ್ಪತ್ರೆಗಳಲ್ಲಿ ಮಕ್ಕಳ ವಾರ್ಡ್ ಸ್ಥಾಪಿಸಲಾಗುತ್ತಿದೆ. ಐಸಿಯು ಹಾಸಿಗೆಗಳು, ಆಮ್ಲಜನಕ ಸೌಲಭ್ಯ, ವೆಂಟಿಲೇಟರ್ ಅಳವಡಿಕೆ ಕಾರ್ಯ ನಡೆಯುತ್ತಿದೆ. [728,1257,892,1359]
issue-date: ಜುಲೈ 12 ಸೋಮವಾರ 2021 [522,162,655,176]
politics-author: ■ನೇಶ ಹೂಸ್ಟ್ [488,696,528,705]
cycle-ad-since: SINCE 1948 [802,59,854,68]
